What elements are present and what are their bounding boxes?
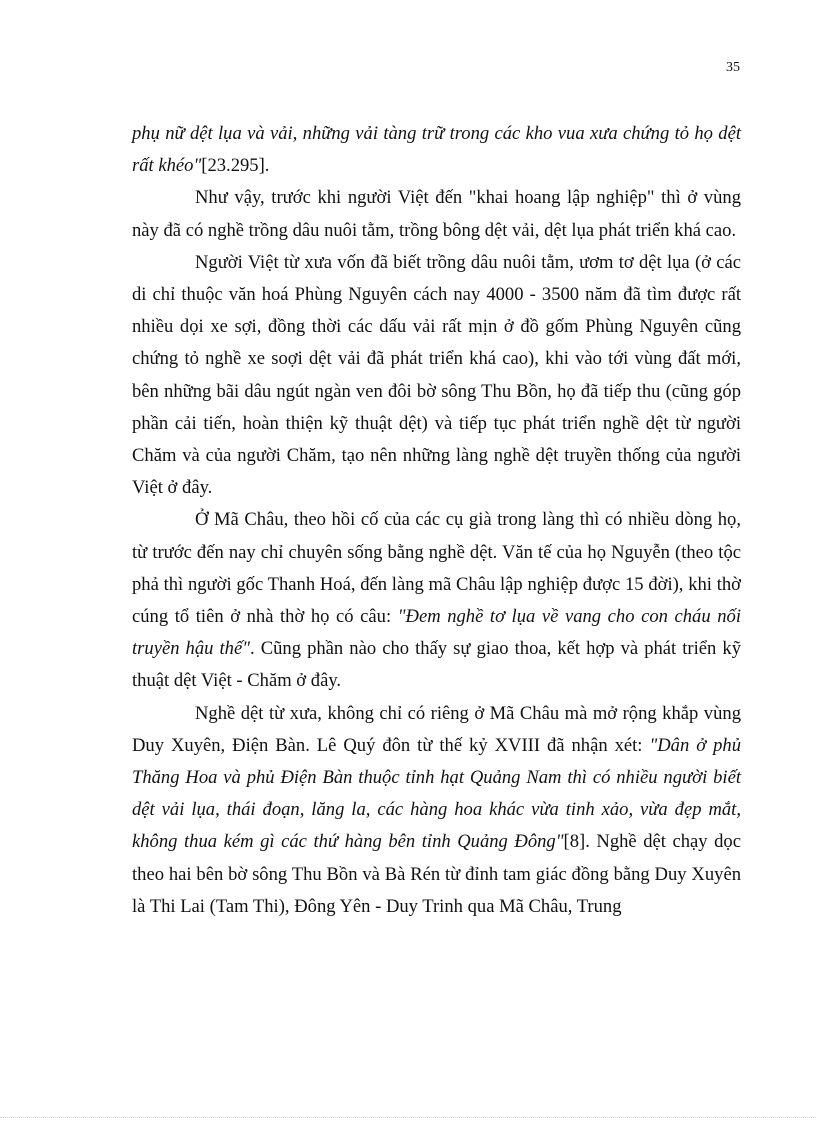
paragraph-5 [132,698,741,923]
paragraph-text: Người Việt từ xưa vốn đã biết trồng dâu nuôi tằm, ươm tơ dệt lụa (ở các di chỉ thuộc văn hoá Phùng Nguyên cách nay 4000 - 3500 năm đã tìm được rất nhiều dọi xe sợi, đồng thời các dấu vải rất mịn ở đồ gốm Phùng Nguyên cũng chứng tỏ nghề xe soợi dệt vải đã phát triển khá cao), khi vào tới vùng đất mới, bên những bãi dâu ngút ngàn ven đôi bờ sông Thu Bồn, họ đã tiếp thu (cũng góp phần cải tiến, hoàn thiện kỹ thuật dệt) và tiếp tục phát triển nghề dệt từ người Chăm và của người Chăm, tạo nên những làng nghề dệt truyền thống của người Việt ở đây. [132,251,741,499]
bottom-divider [0,1117,816,1118]
paragraph-4 [132,504,741,697]
page-number: 35 [726,60,740,75]
paragraph-text: Như vậy, trước khi người Việt đến "khai hoang lập nghiệp" thì ở vùng này đã có nghề trồng dâu nuôi tằm, trồng bông dệt vải, dệt lụa phát triển khá cao. [132,187,741,241]
body-text [132,118,741,923]
paragraph-1 [132,118,741,182]
paragraph-text: Ở Mã Châu, theo hồi cố của các cụ già trong làng thì có nhiều dòng họ, từ trước đến nay chỉ chuyên sống bằng nghề dệt. Văn tế của họ Nguyễn (theo tộc phả thì người gốc Thanh Hoá, đến làng mã Châu lập nghiệp được 15 đời), khi thờ cúng tổ tiên ở nhà thờ họ có câu: [132,509,741,628]
paragraph-3 [132,247,741,505]
citation: [23.295]. [201,155,270,177]
quote-text: "Đem nghề tơ lụa về vang cho con cháu nối truyền hậu thế" [132,606,741,660]
quote-text: "Dân ở phủ Thăng Hoa và phủ Điện Bàn thuộc tỉnh hạt Quảng Nam thì có nhiều người biết dệt vải lụa, thái đoạn, lăng la, các hàng hoa khác vừa tinh xảo, vừa đẹp mắt, không thua kém gì các thứ hàng bên tỉnh Quảng Đông" [132,734,741,853]
paragraph-text: . Cũng phần nào cho thấy sự giao thoa, kết hợp và phát triển kỹ thuật dệt Việt - Chăm ở đây. [132,638,741,692]
quote-text: phụ nữ dệt lụa và vải, những vải tàng trữ trong các kho vua xưa chứng tỏ họ dệt rất khéo" [132,123,741,177]
paragraph-text: Nghề dệt từ xưa, không chỉ có riêng ở Mã Châu mà mở rộng khắp vùng Duy Xuyên, Điện Bàn. Lê Quý đôn từ thế kỷ XVIII đã nhận xét: [132,702,741,756]
paragraph-2 [132,182,741,246]
paragraph-text: [8]. Nghề dệt chạy dọc theo hai bên bờ sông Thu Bồn và Bà Rén từ đỉnh tam giác đồng bằng Duy Xuyên là Thi Lai (Tam Thi), Đông Yên - Duy Trinh qua Mã Châu, Trung [132,831,741,917]
